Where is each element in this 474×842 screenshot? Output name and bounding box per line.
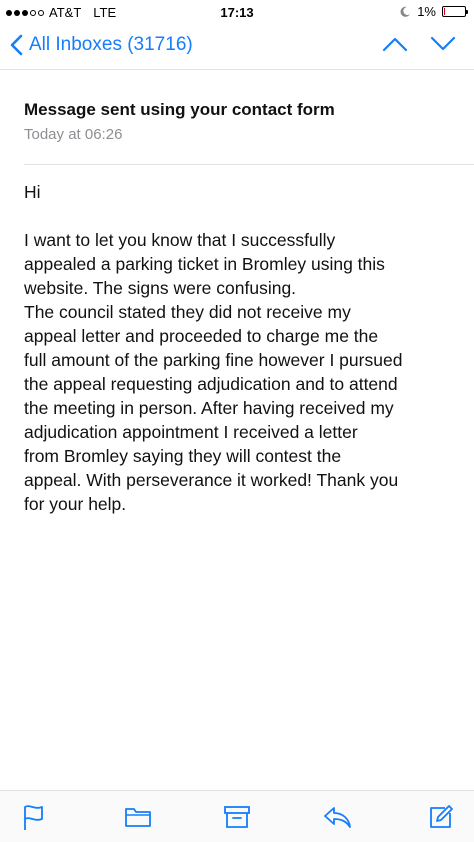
- carrier-label: AT&T: [49, 5, 82, 20]
- body-line: The council stated they did not receive my: [24, 302, 351, 322]
- body-line: the appeal requesting adjudication and to attend: [24, 374, 398, 394]
- archive-button[interactable]: [223, 804, 251, 835]
- header-divider: [24, 164, 474, 165]
- body-line: adjudication appointment I received a letter: [24, 422, 358, 442]
- chevron-up-icon: [382, 36, 408, 52]
- battery-percent: 1%: [417, 4, 436, 19]
- archive-icon: [223, 804, 251, 830]
- network-label: LTE: [93, 5, 117, 20]
- move-to-folder-button[interactable]: [124, 804, 152, 833]
- compose-button[interactable]: [428, 804, 454, 835]
- nav-bar: [0, 26, 474, 70]
- body-line: from Bromley saying they will contest the: [24, 446, 342, 466]
- message-subject: Message sent using your contact form: [24, 100, 335, 119]
- moon-icon: [399, 6, 411, 18]
- clock: 17:13: [220, 5, 254, 20]
- folder-icon: [124, 804, 152, 828]
- reply-icon: [322, 804, 352, 830]
- body-line: I want to let you know that I successfully: [24, 230, 336, 250]
- chevron-down-icon: [430, 36, 456, 52]
- body-line: appeal letter and proceeded to charge me the: [24, 326, 379, 346]
- message-body: [24, 180, 468, 516]
- reply-button[interactable]: [322, 804, 352, 835]
- flag-button[interactable]: [22, 804, 46, 837]
- body-line: appealed a parking ticket in Bromley using this: [24, 254, 385, 274]
- message-nav: [382, 36, 456, 52]
- compose-icon: [428, 804, 454, 830]
- next-message-button[interactable]: [430, 36, 456, 52]
- status-bar: [0, 0, 474, 26]
- message-date: Today at 06:26: [24, 126, 123, 143]
- greeting: Hi: [24, 182, 41, 202]
- body-line: for your help.: [24, 494, 127, 514]
- previous-message-button[interactable]: [382, 36, 408, 52]
- bottom-toolbar: [0, 790, 474, 842]
- back-label: All Inboxes (31716): [29, 34, 193, 55]
- body-line: the meeting in person. After having received my: [24, 398, 394, 418]
- flag-icon: [22, 804, 46, 832]
- message-header: [24, 100, 454, 143]
- battery-icon: [442, 6, 466, 17]
- body-line: website. The signs were confusing.: [24, 278, 297, 298]
- chevron-left-icon: [10, 34, 23, 56]
- body-line: appeal. With perseverance it worked! Thank you: [24, 470, 399, 490]
- status-right: [399, 4, 466, 19]
- body-line: full amount of the parking fine however I pursued: [24, 350, 403, 370]
- back-button[interactable]: [10, 34, 193, 56]
- body-paragraph: [24, 228, 468, 516]
